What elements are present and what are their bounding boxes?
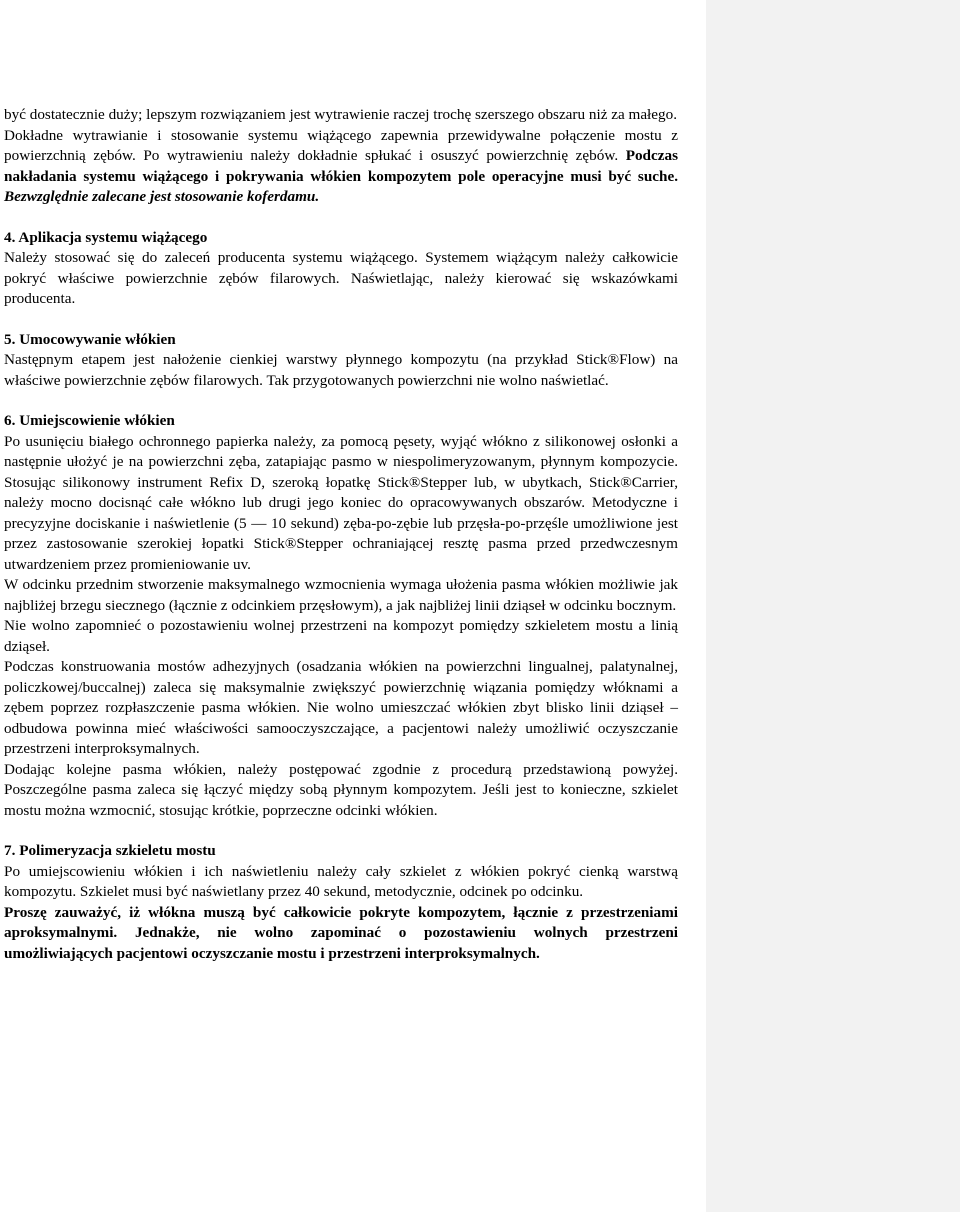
- intro-paragraph-2-bold-italic: Bezwzględnie zalecane jest stosowanie koferdamu.: [4, 188, 320, 205]
- intro-paragraph-2-text: Dokładne wytrawianie i stosowanie systemu wiążącego zapewnia przewidywalne połączenie mostu z powierzchnią zębów. Po wytrawieniu należy dokładnie spłukać i osuszyć powierzchnię zębów.: [4, 126, 678, 164]
- section-5-paragraph-1: Następnym etapem jest nałożenie cienkiej warstwy płynnego kompozytu (na przykład Stick®Flow) na właściwe powierzchnie zębów filarowych. Tak przygotowanych powierzchni nie wolno naświetlać.: [4, 351, 678, 389]
- section-7-paragraph-1: Po umiejscowieniu włókien i ich naświetleniu należy cały szkielet z włókien pokryć cienką warstwą kompozytu. Szkielet musi być naświetlany przez 40 sekund, metodycznie, odcinek po odcinku.: [4, 862, 678, 900]
- section-4-paragraph-1: Należy stosować się do zaleceń producenta systemu wiążącego. Systemem wiążącym należy całkowicie pokryć właściwe powierzchnie zębów filarowych. Naświetlając, należy kierować się wskazówkami producenta.: [4, 249, 678, 307]
- section-6-paragraph-4: Podczas konstruowania mostów adhezyjnych (osadzania włókien na powierzchni lingualnej, palatynalnej, policzkowej/buccalnej) zaleca się maksymalnie zwiększyć powierzchnię wiązania pomiędzy włóknami a zębem poprzez rozpłaszczenie pasma włókien. Nie wolno umieszczać włókien zbyt blisko linii dziąseł – odbudowa powinna mieć właściwości samooczyszczające, a pacjentowi należy umożliwić oczyszczanie przestrzeni interproksymalnych.: [4, 658, 678, 757]
- spacer: [4, 821, 678, 841]
- spacer: [4, 391, 678, 411]
- comment-margin-pane: [706, 0, 960, 1212]
- intro-paragraph-2-bold: Podczas nakładania systemu wiążącego i pokrywania włókien kompozytem pole operacyjne musi być suche.: [4, 147, 678, 185]
- document-body: [4, 105, 678, 964]
- spacer: [4, 310, 678, 330]
- section-6-paragraph-3: Nie wolno zapomnieć o pozostawieniu wolnej przestrzeni na kompozyt pomiędzy szkieletem mostu a linią dziąseł.: [4, 617, 678, 655]
- section-5-heading: 5. Umocowywanie włókien: [4, 330, 176, 348]
- spacer: [4, 208, 678, 228]
- section-6-paragraph-5: Dodając kolejne pasma włókien, należy postępować zgodnie z procedurą przedstawioną powyżej. Poszczególne pasma zaleca się łączyć między sobą płynnym kompozytem. Jeśli jest to konieczne, szkielet mostu można wzmocnić, stosując krótkie, poprzeczne odcinki włókien.: [4, 760, 678, 819]
- intro-paragraph-1: być dostatecznie duży; lepszym rozwiązaniem jest wytrawienie raczej trochę szerszego obszaru niż za małego.: [4, 106, 678, 123]
- section-6-paragraph-1: Po usunięciu białego ochronnego papierka należy, za pomocą pęsety, wyjąć włókno z silikonowej osłonki a następnie ułożyć je na powierzchni zęba, zatapiając pasmo w niespolimeryzowanym, płynnym kompozycie. Stosując silikonowy instrument Refix D, szeroką łopatkę Stick®Stepper lub, w ubytkach, Stick®Carrier, należy mocno docisnąć całe włókno lub drugi jego koniec do opracowywanych obszarów. Metodyczne i precyzyjne dociskanie i naświetlenie (5 — 10 sekund) zęba-po-zębie lub przęsła-po-przęśle umożliwione jest przez zastosowanie szerokiej łopatki Stick®Stepper ochraniającej resztę pasma przed przedwczesnym utwardzeniem przez promieniowanie uv.: [4, 432, 678, 573]
- section-7-heading: 7. Polimeryzacja szkieletu mostu: [4, 842, 216, 859]
- section-6-paragraph-2: W odcinku przednim stworzenie maksymalnego wzmocnienia wymaga ułożenia pasma włókien możliwie jak najbliżej brzegu siecznego (łącznie z odcinkiem przęsłowym), a jak najbliżej linii dziąseł w odcinku bocznym.: [4, 576, 678, 614]
- section-4-heading: 4. Aplikacja systemu wiążącego: [4, 228, 208, 246]
- section-7-paragraph-2: Proszę zauważyć, iż włókna muszą być całkowicie pokryte kompozytem, łącznie z przestrzeniami aproksymalnymi. Jednakże, nie wolno zapominać o pozostawieniu wolnych przestrzeni umożliwiających pacjentowi oczyszczanie mostu i przestrzeni interproksymalnych.: [4, 903, 678, 962]
- intro-paragraph-2: [4, 126, 678, 208]
- section-6-heading: 6. Umiejscowienie włókien: [4, 412, 175, 429]
